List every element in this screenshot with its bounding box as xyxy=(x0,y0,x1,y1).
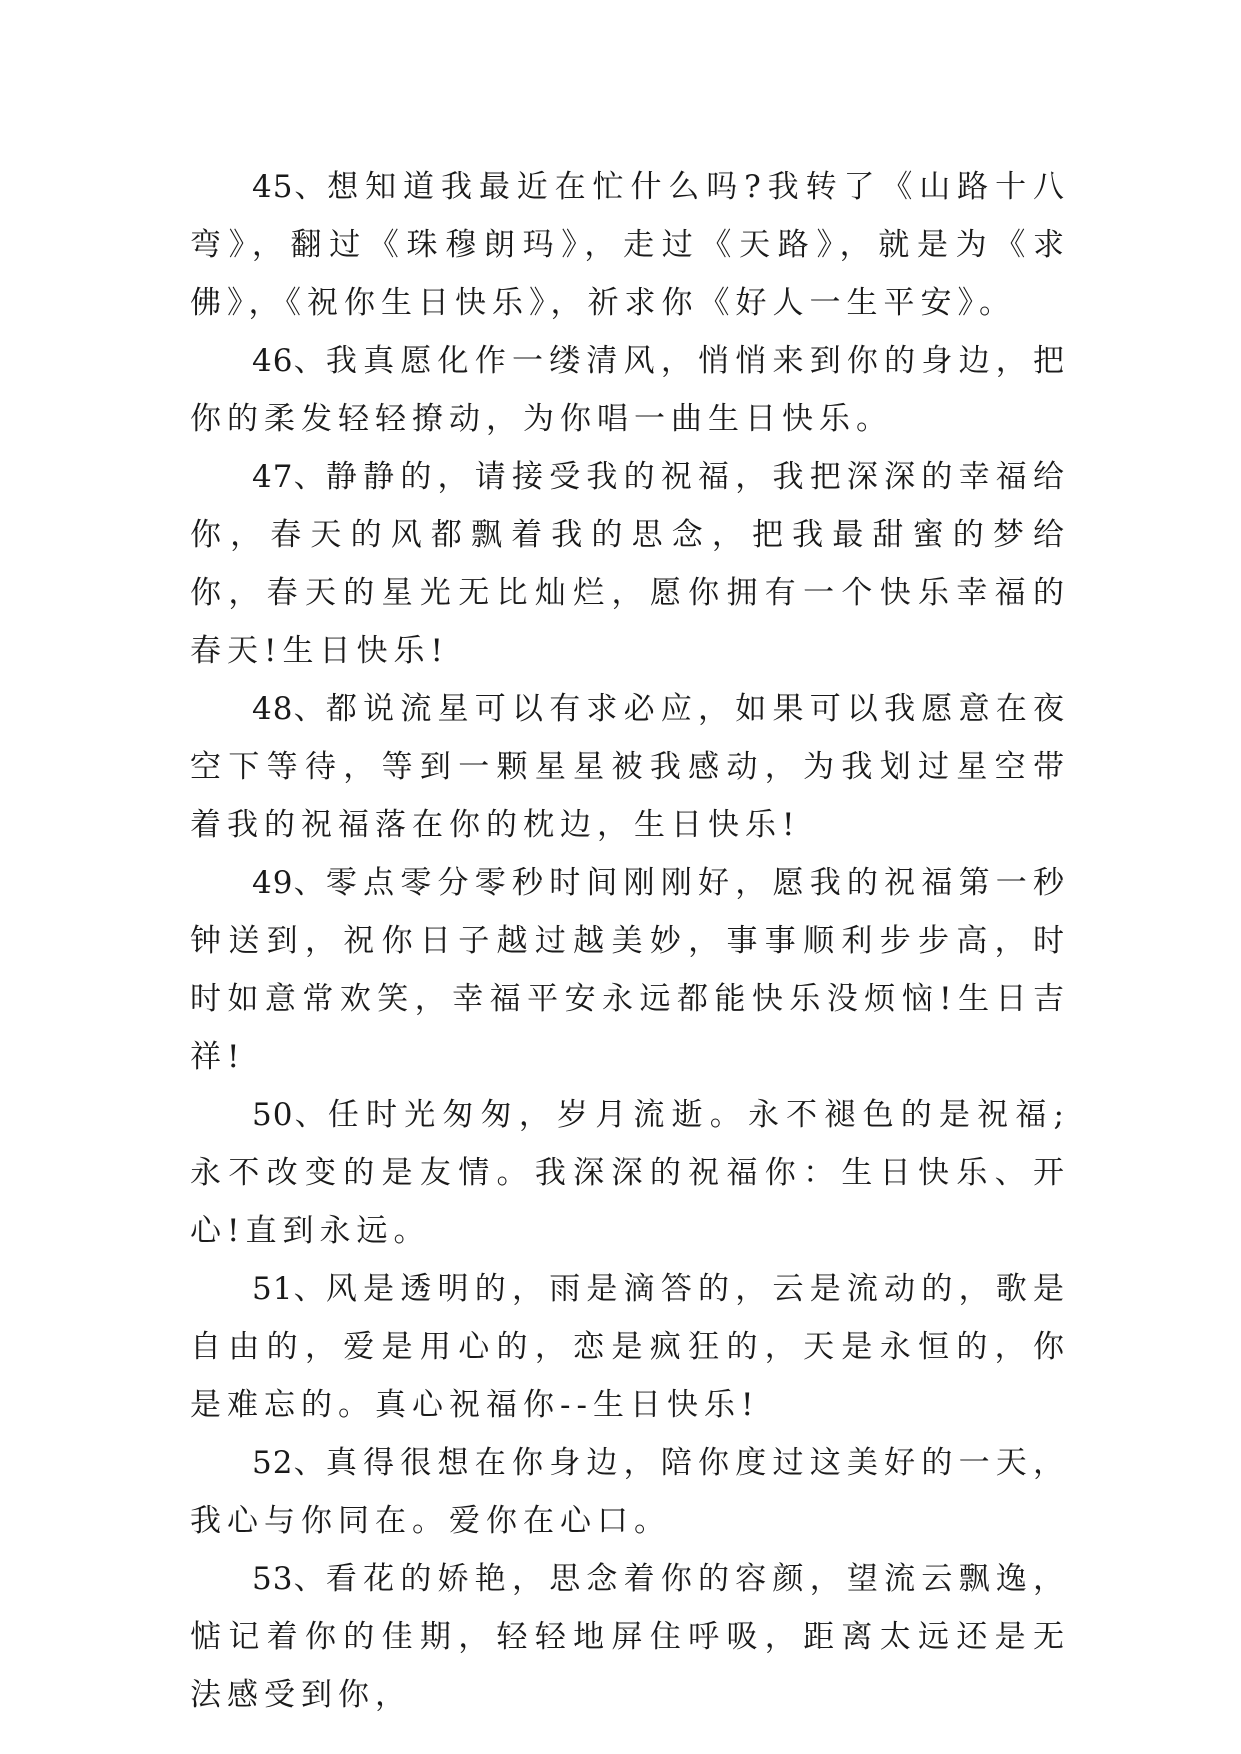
paragraph-number: 50、 xyxy=(252,1097,328,1133)
paragraph-text: 零点零分零秒时间刚刚好，愿我的祝福第一秒钟送到，祝你日子越过越美妙，事事顺利步步高，时时如意常欢笑，幸福平安永远都能快乐没烦恼!生日吉祥! xyxy=(190,865,1071,1075)
paragraph-text: 看花的娇艳，思念着你的容颜，望流云飘逸，惦记着你的佳期，轻轻地屏住呼吸，距离太远还是无法感受到你， xyxy=(190,1561,1071,1713)
paragraph-52 xyxy=(190,1434,1070,1550)
paragraph-46 xyxy=(190,332,1070,448)
paragraph-number: 47、 xyxy=(252,459,326,495)
paragraph-text: 静静的，请接受我的祝福，我把深深的幸福给你，春天的风都飘着我的思念，把我最甜蜜的梦给你，春天的星光无比灿烂，愿你拥有一个快乐幸福的春天!生日快乐! xyxy=(190,459,1071,669)
paragraph-number: 49、 xyxy=(252,865,326,901)
paragraph-text: 我真愿化作一缕清风，悄悄来到你的身边，把你的柔发轻轻撩动，为你唱一曲生日快乐。 xyxy=(190,343,1071,437)
paragraph-47 xyxy=(190,448,1070,680)
document-body xyxy=(190,158,1070,1724)
paragraph-number: 48、 xyxy=(252,691,326,727)
paragraph-45 xyxy=(190,158,1070,332)
paragraph-number: 53、 xyxy=(252,1561,326,1597)
paragraph-50 xyxy=(190,1086,1070,1260)
paragraph-text: 想知道我最近在忙什么吗?我转了《山路十八弯》，翻过《珠穆朗玛》，走过《天路》，就是为《求佛》，《祝你生日快乐》，祈求你《好人一生平安》。 xyxy=(190,169,1070,321)
paragraph-text: 真得很想在你身边，陪你度过这美好的一天，我心与你同在。爱你在心口。 xyxy=(190,1445,1071,1539)
paragraph-number: 46、 xyxy=(252,343,326,379)
paragraph-48 xyxy=(190,680,1070,854)
paragraph-53 xyxy=(190,1550,1070,1724)
paragraph-text: 任时光匆匆，岁月流逝。永不褪色的是祝福;永不改变的是友情。我深深的祝福你：生日快乐、开心!直到永远。 xyxy=(190,1097,1070,1249)
paragraph-text: 都说流星可以有求必应，如果可以我愿意在夜空下等待，等到一颗星星被我感动，为我划过星空带着我的祝福落在你的枕边，生日快乐! xyxy=(190,691,1071,843)
paragraph-number: 51、 xyxy=(252,1271,326,1307)
paragraph-49 xyxy=(190,854,1070,1086)
paragraph-text: 风是透明的，雨是滴答的，云是流动的，歌是自由的，爱是用心的，恋是疯狂的，天是永恒的，你是难忘的。真心祝福你--生日快乐! xyxy=(190,1271,1071,1423)
paragraph-51 xyxy=(190,1260,1070,1434)
paragraph-number: 45、 xyxy=(252,169,328,205)
paragraph-number: 52、 xyxy=(252,1445,326,1481)
